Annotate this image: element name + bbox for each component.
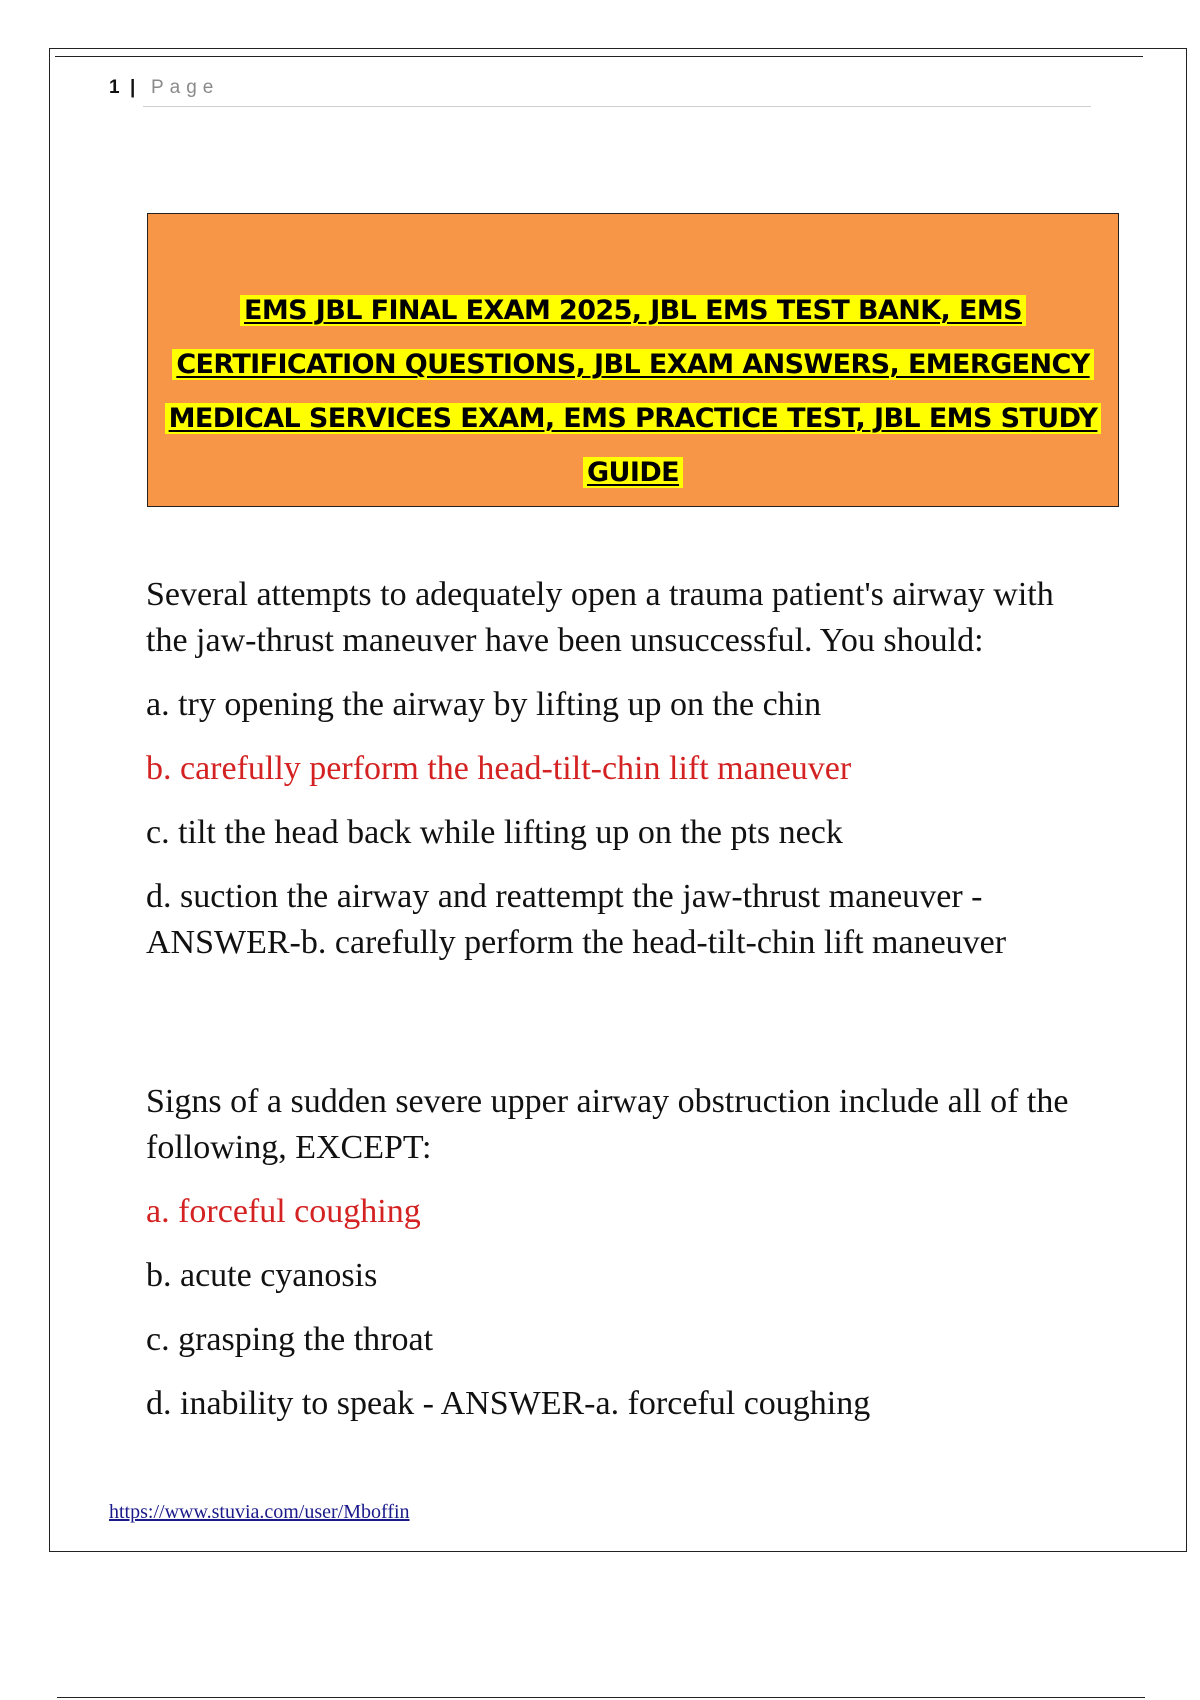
question-2-option-a-correct: a. forceful coughing — [146, 1193, 421, 1230]
document-title — [148, 284, 1118, 500]
question-2-stem: Signs of a sudden severe upper airway obstruction include all of the following, EXCEPT: — [146, 1083, 1069, 1166]
page-number: 1 — [109, 77, 120, 98]
top-rule — [55, 56, 1143, 57]
title-line-4: GUIDE — [583, 457, 683, 488]
footer-profile-link[interactable]: https://www.stuvia.com/user/Mboffin — [109, 1501, 410, 1523]
title-box — [147, 213, 1119, 507]
question-spacer — [146, 984, 1086, 1079]
title-line-1: EMS JBL FINAL EXAM 2025, JBL EMS TEST BANK, EMS — [240, 295, 1026, 326]
page-separator: | — [130, 77, 136, 98]
page-header — [109, 74, 1091, 107]
question-1-option-c: c. tilt the head back while lifting up on the pts neck — [146, 814, 843, 851]
bottom-rule — [57, 1697, 1145, 1698]
title-line-3: MEDICAL SERVICES EXAM, EMS PRACTICE TEST, JBL EMS STUDY — [165, 403, 1102, 434]
page-label: Page — [151, 77, 220, 98]
question-1-stem: Several attempts to adequately open a trauma patient's airway with the jaw-thrust maneuver have been unsuccessful. You should: — [146, 576, 1054, 659]
question-2-option-c: c. grasping the throat — [146, 1321, 434, 1358]
question-2-option-d: d. inability to speak - ANSWER-a. forceful coughing — [146, 1385, 871, 1422]
question-content — [146, 572, 1086, 1445]
question-1-option-a: a. try opening the airway by lifting up on the chin — [146, 686, 822, 723]
question-1-option-b-correct: b. carefully perform the head-tilt-chin lift maneuver — [146, 750, 852, 787]
title-line-2: CERTIFICATION QUESTIONS, JBL EXAM ANSWERS, EMERGENCY — [172, 349, 1093, 380]
question-2-option-b: b. acute cyanosis — [146, 1257, 378, 1294]
question-1-option-d: d. suction the airway and reattempt the jaw-thrust maneuver - ANSWER-b. carefully perform the head-tilt-chin lift maneuver — [146, 878, 1007, 961]
